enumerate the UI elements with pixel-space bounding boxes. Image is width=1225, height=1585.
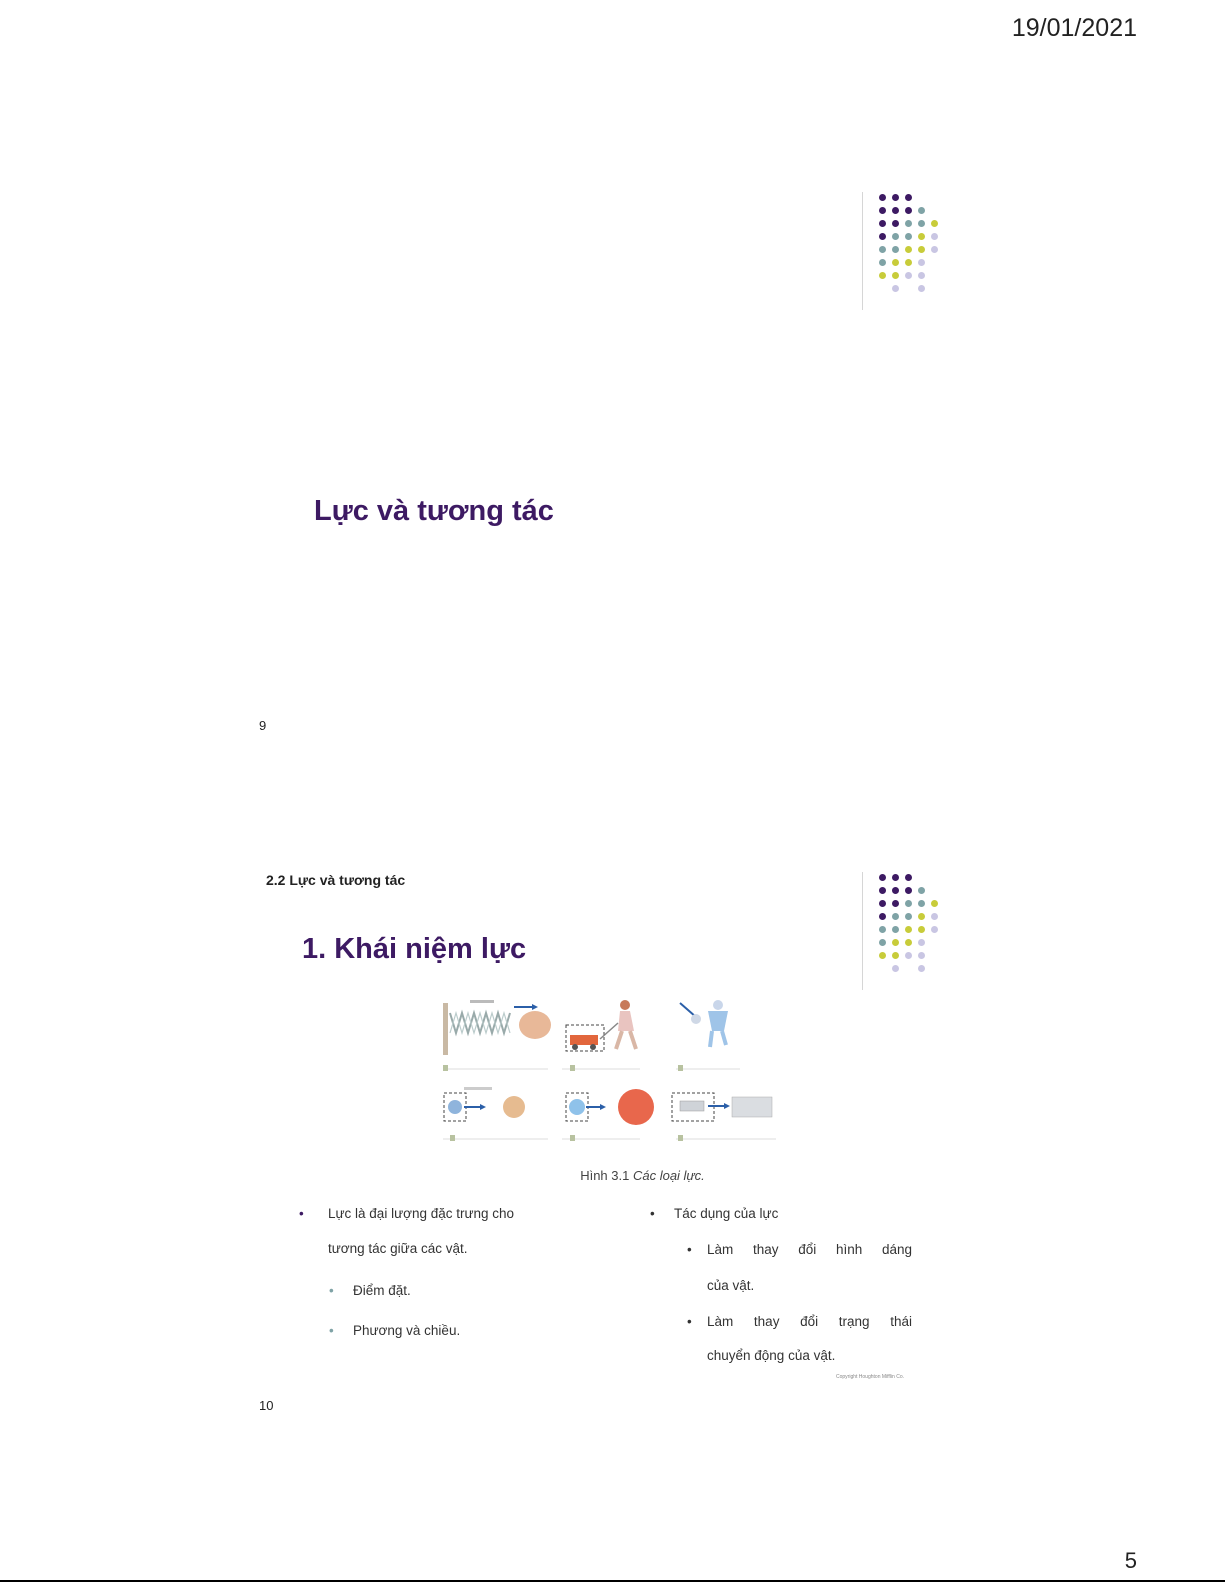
caption-prefix: Hình 3.1	[580, 1168, 633, 1183]
decorative-dot	[879, 952, 886, 959]
decorative-dot	[931, 926, 938, 933]
decorative-dot	[892, 194, 899, 201]
decorative-dot	[905, 952, 912, 959]
decorative-dot	[918, 965, 925, 972]
decorative-dot	[892, 272, 899, 279]
decorative-dot	[918, 207, 925, 214]
decorative-dot	[931, 913, 938, 920]
decorative-dot	[892, 952, 899, 959]
decorative-dot	[892, 233, 899, 240]
decorative-dot	[918, 900, 925, 907]
decorative-dot	[931, 220, 938, 227]
decorative-dot	[879, 900, 886, 907]
decorative-dot	[918, 220, 925, 227]
decorative-dot	[918, 913, 925, 920]
decorative-dot	[918, 939, 925, 946]
right-sub-point: Làm thay đổi trạng thái	[707, 1314, 912, 1329]
decorative-dot	[931, 246, 938, 253]
right-sub-point: Làm thay đổi hình dáng	[707, 1242, 912, 1257]
sub-bullet-marker: •	[687, 1242, 692, 1257]
decorative-dot	[918, 952, 925, 959]
left-sub-point: Phương và chiều.	[353, 1323, 461, 1338]
decorative-dot	[905, 207, 912, 214]
decorative-dot	[892, 207, 899, 214]
decorative-dot	[892, 285, 899, 292]
figure-panel-electric	[443, 1087, 548, 1141]
decorative-dot	[905, 194, 912, 201]
decorative-dot	[905, 272, 912, 279]
decorative-dot	[879, 207, 886, 214]
decorative-dot	[879, 887, 886, 894]
decorative-dot	[918, 233, 925, 240]
figure-panel-spring	[443, 1000, 551, 1071]
decorative-dot	[892, 900, 899, 907]
decorative-dot-grid	[862, 872, 952, 990]
decorative-dot	[879, 913, 886, 920]
decorative-dot	[931, 233, 938, 240]
left-sub-point: Điểm đặt.	[353, 1283, 411, 1298]
decorative-dot	[905, 926, 912, 933]
left-main-point: Lực là đại lượng đặc trưng cho	[328, 1206, 515, 1221]
slide-title: Lực và tương tác	[314, 495, 554, 527]
dot-grid-rule	[862, 872, 863, 990]
decorative-dot	[879, 272, 886, 279]
decorative-dot	[918, 285, 925, 292]
decorative-dot	[879, 233, 886, 240]
sub-bullet-marker: •	[329, 1283, 334, 1298]
decorative-dot	[918, 926, 925, 933]
dot-grid-rule	[862, 192, 863, 310]
decorative-dot	[879, 246, 886, 253]
page-date: 19/01/2021	[1011, 14, 1137, 42]
slide-number: 10	[259, 1398, 274, 1413]
decorative-dot	[905, 900, 912, 907]
decorative-dot	[879, 194, 886, 201]
decorative-dot	[892, 246, 899, 253]
decorative-dot	[931, 900, 938, 907]
decorative-dot-grid	[862, 192, 952, 310]
figure-credit: Copyright Houghton Mifflin Co.	[836, 1374, 904, 1380]
right-sub-point-cont: của vật.	[707, 1278, 755, 1293]
decorative-dot	[892, 874, 899, 881]
decorative-dot	[892, 913, 899, 920]
decorative-dot	[879, 220, 886, 227]
figure-caption	[30, 1168, 1225, 1183]
decorative-dot	[918, 246, 925, 253]
decorative-dot	[905, 939, 912, 946]
right-main-point: Tác dụng của lực	[674, 1206, 779, 1221]
decorative-dot	[892, 965, 899, 972]
decorative-dot	[905, 220, 912, 227]
bullet-marker: •	[650, 1206, 655, 1221]
decorative-dot	[905, 913, 912, 920]
figure-panel-gravity	[562, 1089, 654, 1141]
decorative-dot	[892, 259, 899, 266]
decorative-dot	[905, 887, 912, 894]
figure-panel-ball-kick	[676, 1000, 740, 1071]
decorative-dot	[892, 926, 899, 933]
sub-bullet-marker: •	[329, 1323, 334, 1338]
decorative-dot	[879, 259, 886, 266]
left-main-point-cont: tương tác giữa các vật.	[328, 1241, 468, 1256]
sub-bullet-marker: •	[687, 1314, 692, 1329]
page-bottom-rule	[0, 1580, 1225, 1582]
bullet-marker: •	[299, 1206, 304, 1221]
decorative-dot	[905, 246, 912, 253]
decorative-dot	[918, 272, 925, 279]
page-number: 5	[1124, 1548, 1137, 1573]
figure-panel-magnet	[672, 1093, 776, 1141]
decorative-dot	[892, 887, 899, 894]
decorative-dot	[918, 259, 925, 266]
decorative-dot	[892, 220, 899, 227]
force-types-figure	[440, 993, 785, 1145]
decorative-dot	[879, 926, 886, 933]
section-header: 2.2 Lực và tương tác	[266, 872, 406, 888]
decorative-dot	[905, 259, 912, 266]
decorative-dot	[918, 887, 925, 894]
caption-italic: Các loại lực.	[632, 1168, 705, 1183]
slide-number: 9	[259, 718, 267, 733]
right-sub-point-cont: chuyển động của vật.	[707, 1348, 836, 1363]
decorative-dot	[905, 233, 912, 240]
decorative-dot	[879, 874, 886, 881]
decorative-dot	[892, 939, 899, 946]
decorative-dot	[905, 874, 912, 881]
slide-title: 1. Khái niệm lực	[302, 933, 527, 965]
decorative-dot	[879, 939, 886, 946]
figure-panel-wagon	[562, 1000, 640, 1071]
